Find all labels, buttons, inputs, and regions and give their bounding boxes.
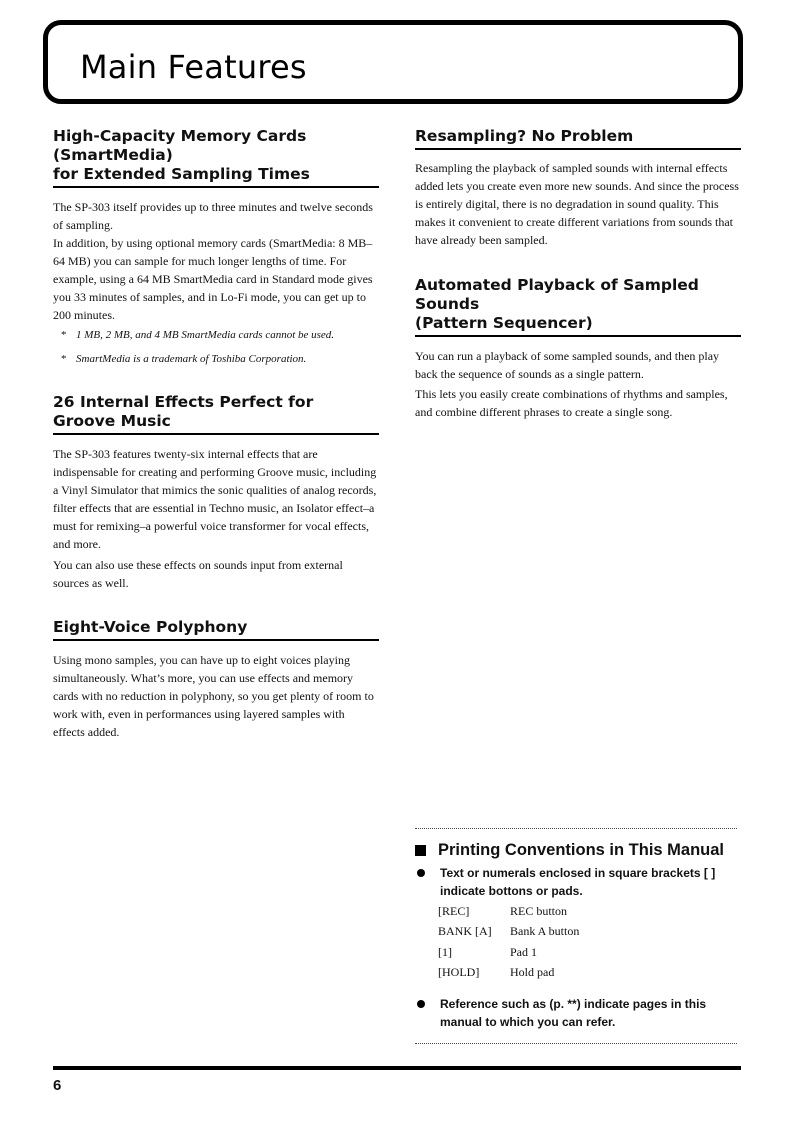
paragraph: Using mono samples, you can have up to eight voices playing simultaneously. What’s more, you can use effects and memory cards with no reduction in polyphony, so you get plenty of room to work with, even in performances using layered samples with effects added. [53, 653, 374, 739]
note-text: 1 MB, 2 MB, and 4 MB SmartMedia cards cannot be used. [76, 329, 335, 341]
table-row [438, 942, 579, 963]
section-title-polyphony: Eight-Voice Polyphony [53, 618, 379, 641]
section-title-line: Automated Playback of Sampled Sounds [415, 276, 699, 313]
section-title-line: (Pattern Sequencer) [415, 314, 593, 332]
printing-conventions-box [415, 828, 737, 1044]
conventions-table [438, 901, 579, 983]
paragraph: The SP-303 itself provides up to three minutes and twelve seconds of sampling. [53, 200, 373, 232]
square-bullet-icon [415, 845, 426, 856]
table-row [438, 922, 579, 943]
paragraph: You can run a playback of some sampled sounds, and then play back the sequence of sounds as a single pattern. [415, 349, 720, 381]
convention-key: [REC] [438, 903, 470, 918]
convention-value: Hold pad [510, 965, 555, 980]
section-title-line: for Extended Sampling Times [53, 165, 310, 183]
paragraph: The SP-303 features twenty-six internal effects that are indispensable for creating and performing Groove music, including a Vinyl Simulator that mimics the sonic qualities of analog records, filter effects that are essential in Techno music, an Isolator effect–a must for remixing–a powerful voice transformer for vocal effects, and more. [53, 447, 377, 551]
section-title-line: High-Capacity Memory Cards (SmartMedia) [53, 127, 307, 164]
left-column [53, 127, 379, 741]
table-row [438, 901, 579, 922]
section-title-pattern-sequencer [415, 276, 741, 337]
convention-value: REC button [510, 903, 568, 918]
page-number: 6 [53, 1077, 62, 1094]
conventions-title [415, 841, 737, 860]
table-row [438, 963, 579, 984]
note-text: SmartMedia is a trademark of Toshiba Corporation. [76, 353, 307, 365]
convention-text: Text or numerals enclosed in square brackets [ ] indicate bottons or pads. [440, 866, 716, 898]
footnote [53, 328, 379, 343]
paragraph: This lets you easily create combinations of rhythms and samples, and combine different phrases to create a single song. [415, 387, 728, 419]
convention-key: BANK [A] [438, 924, 492, 939]
convention-value: Bank A button [510, 924, 580, 939]
paragraph: In addition, by using optional memory cards (SmartMedia: 8 MB–64 MB) you can sample for much longer lengths of time. For example, using a 64 MB SmartMedia card in Standard mode gives you 33 minutes of samples, and in Lo-Fi mode, you can get up to 200 minutes. [53, 236, 373, 322]
right-column [415, 127, 741, 421]
paragraph: You can also use these effects on sounds input from external sources as well. [53, 558, 343, 590]
convention-key: [1] [438, 944, 452, 959]
convention-text: Reference such as (p. **) indicate pages in this manual to which you can refer. [440, 997, 707, 1029]
section-title-resampling: Resampling? No Problem [415, 127, 741, 150]
bullet-dot-icon [417, 869, 425, 877]
title-box [43, 20, 743, 104]
convention-bullet [415, 864, 737, 900]
paragraph: Resampling the playback of sampled sounds with internal effects added lets you create even more new sounds. And since the process is entirely digital, there is no degradation in sound quality. This makes it convenient to create different variations from sounds that have already been sampled. [415, 161, 739, 247]
note-marker: * [61, 329, 67, 341]
convention-bullet [415, 995, 737, 1031]
bullet-dot-icon [417, 1000, 425, 1008]
convention-key: [HOLD] [438, 965, 480, 980]
note-marker: * [61, 353, 67, 365]
footer-rule [53, 1066, 741, 1070]
conventions-title-text: Printing Conventions in This Manual [438, 841, 725, 859]
convention-value: Pad 1 [510, 944, 537, 959]
page-title: Main Features [80, 48, 307, 86]
footnote [53, 352, 379, 367]
section-title-effects: 26 Internal Effects Perfect for Groove Music [53, 393, 379, 435]
section-title-memory-cards [53, 127, 379, 188]
